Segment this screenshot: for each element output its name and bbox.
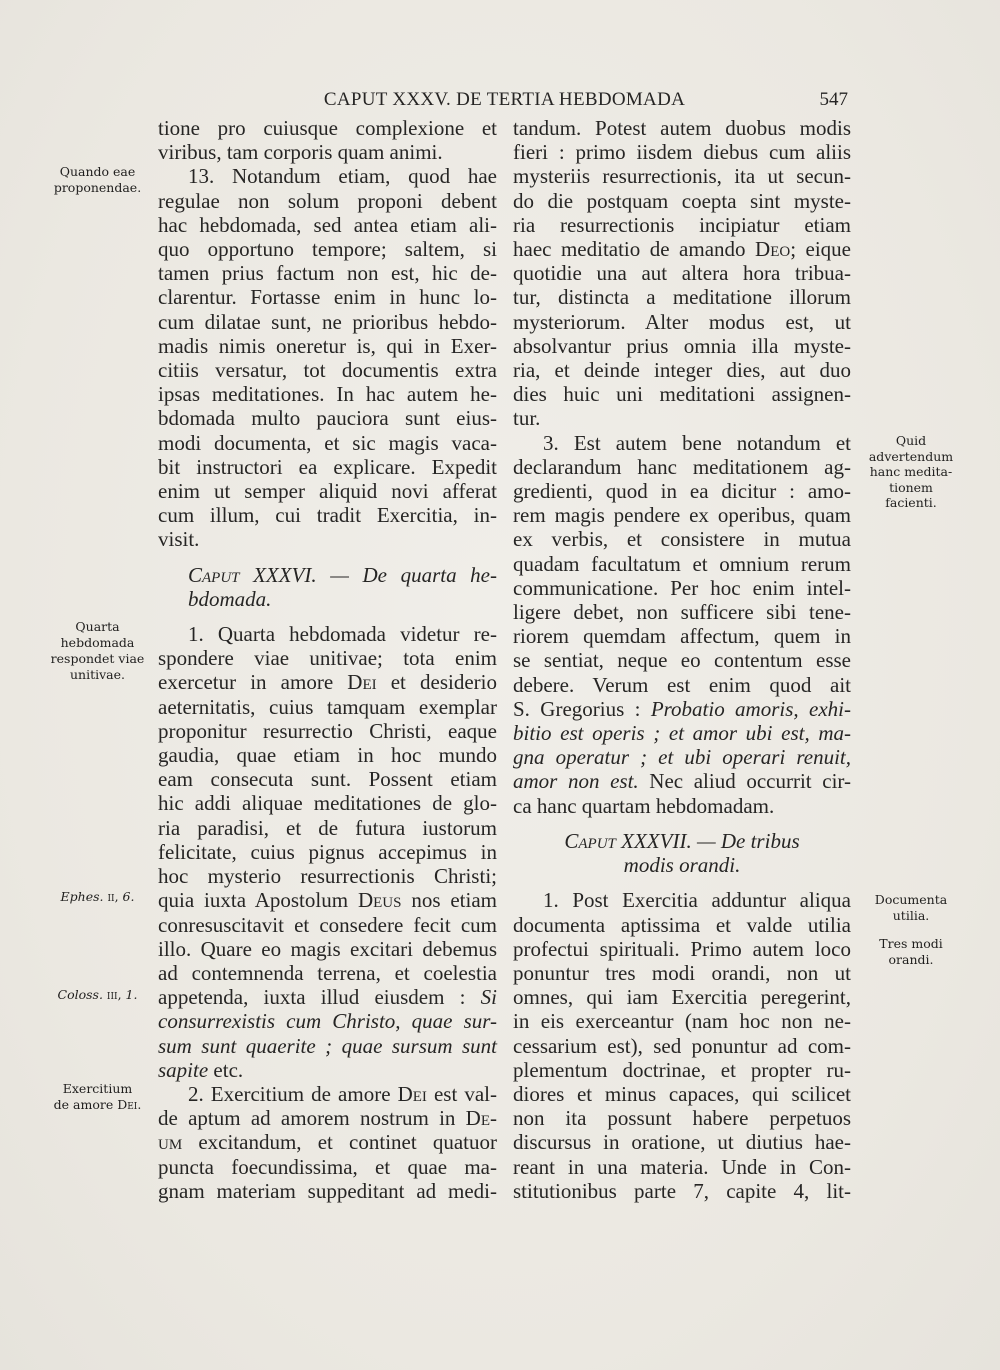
paragraph (158, 164, 497, 551)
text-run: orandi. (888, 952, 934, 967)
text-line (158, 864, 497, 888)
text-run: absolvantur prius omnia illa myste- (513, 333, 851, 358)
chapter-heading (513, 829, 851, 877)
text-run: ligere debet, non sufficere sibi tene- (513, 600, 851, 625)
text-line (513, 1058, 851, 1082)
text-run: ; eique (790, 237, 852, 262)
text-run: ad contemnenda terrena, et coelestia (158, 960, 497, 985)
italic-text: sum sunt quaerite ; quae sursum sunt (158, 1033, 497, 1058)
text-run: aeternitatis, cuius tamquam exemplar (158, 694, 497, 719)
note-line (860, 464, 962, 480)
heading-line (188, 563, 497, 587)
small-caps-text: Deo (755, 237, 791, 262)
text-run: ria paradisi, et de futura iustorum (158, 815, 497, 840)
text-line (158, 961, 497, 985)
text-run: felicitate, cuius pignus accepimus in (158, 839, 497, 864)
text-run: , (117, 987, 126, 1002)
text-run: Documenta (874, 892, 948, 907)
text-line (513, 745, 851, 769)
text-run: communicatione. Per hoc enim intel- (513, 575, 851, 600)
text-line (513, 1106, 851, 1130)
italic-text: bitio est operis ; et amor ubi est, ma- (513, 721, 851, 746)
text-run: XXXVI. — De quarta he- (239, 562, 497, 587)
text-run: diores et minus capaces, qui scilicet (513, 1081, 851, 1106)
small-caps-text: Caput (188, 562, 240, 587)
text-run: 3. Est autem bene notandum et (543, 430, 851, 455)
text-run: tione pro cuiusque complexione et (158, 116, 497, 140)
text-run: discursus in oratione, ut diutius hae- (513, 1130, 851, 1155)
text-line (158, 1082, 497, 1106)
paragraph (158, 622, 497, 1082)
text-run: cum dilatae sunt, ne prioribus hebdo- (158, 309, 497, 334)
text-run: dies huic uni meditationi assignen- (513, 382, 851, 407)
text-line (158, 840, 497, 864)
small-caps-text: Caput (564, 828, 616, 853)
small-caps-numeral: II (107, 889, 115, 904)
paragraph (513, 116, 851, 431)
margin-note (860, 936, 962, 968)
text-run: appetenda, iuxta illud eiusdem : (158, 985, 481, 1010)
text-run: gnam materiam suppeditant ad medi- (158, 1178, 497, 1203)
text-line (513, 1179, 851, 1203)
text-line (513, 527, 851, 551)
note-line (860, 936, 962, 952)
text-run: tamen prius factum non est, hic de- (158, 261, 497, 286)
text-line (158, 888, 497, 912)
note-line (860, 952, 962, 968)
text-line (158, 1130, 497, 1154)
text-run: gaudia, quae etiam in hoc mundo (158, 743, 497, 768)
text-run: Tres modi (879, 936, 943, 951)
text-run: exercetur in amore (158, 670, 348, 695)
text-run: Nec aliud occurrit cir- (638, 769, 851, 794)
text-run: illo. Quare eo magis excitari debemus (158, 936, 497, 961)
text-run: documenta aptissima et valde utilia (513, 912, 851, 937)
text-line (513, 600, 851, 624)
text-line (158, 985, 497, 1009)
margin-citation (40, 987, 155, 1003)
text-line (158, 164, 497, 188)
text-run: quo opportuno tempore; saltem, si (158, 237, 497, 262)
text-line (513, 164, 851, 188)
paragraph (513, 888, 851, 1203)
text-run: spondere viae unitivae; tota enim (158, 646, 497, 671)
text-line (513, 140, 851, 164)
text-run: advertendum (868, 448, 954, 464)
note-line (40, 667, 155, 683)
text-line (158, 646, 497, 670)
margin-citation (40, 889, 155, 905)
text-run: Quarta (75, 619, 120, 634)
text-line (158, 285, 497, 309)
text-run: bdomada multo pauciora sunt eius- (158, 406, 497, 431)
note-line (40, 1081, 155, 1097)
text-run: citiis versatur, tot documentis extra (158, 358, 497, 383)
text-run: in eis exerceantur (nam hoc non ne- (513, 1009, 851, 1034)
text-line (158, 261, 497, 285)
text-line (158, 527, 497, 551)
margin-note (40, 1081, 155, 1113)
text-run: facienti. (885, 495, 937, 510)
text-line (513, 382, 851, 406)
note-line (40, 635, 155, 651)
text-run: cessarium est), sed ponuntur ad com- (513, 1033, 851, 1058)
text-run: excitandum, et continet quatuor (182, 1130, 497, 1155)
text-line (158, 695, 497, 719)
heading-line (188, 587, 497, 611)
running-title: CAPUT XXXV. DE TERTIA HEBDOMADA (323, 89, 686, 110)
text-run: Quando eae (59, 164, 136, 179)
text-line (158, 1179, 497, 1203)
text-line (158, 503, 497, 527)
text-line (158, 670, 497, 694)
text-run: S. Gregorius : (513, 696, 651, 721)
text-run: quotidie una aut altera hora tribua- (513, 261, 851, 286)
text-line (513, 624, 851, 648)
heading-line (513, 853, 851, 877)
small-caps-text: um (158, 1130, 183, 1155)
small-caps-text: Deus (357, 888, 402, 913)
text-run: cum illum, cui tradit Exercitia, in- (158, 503, 497, 528)
italic-text: gna operatur ; et ubi operari renuit, (513, 745, 851, 770)
text-line (158, 455, 497, 479)
note-line (40, 1097, 155, 1113)
text-line (513, 310, 851, 334)
text-run: hoc mysterio resurrectionis Christi; (158, 864, 497, 889)
italic-text: Si (480, 985, 497, 1010)
text-run: proponendae. (53, 180, 142, 195)
text-line (158, 406, 497, 430)
italic-text: amor non est. (513, 769, 639, 794)
text-line (158, 237, 497, 261)
text-line (513, 455, 851, 479)
text-run: mysteriorum. Alter modus est, ut (513, 309, 851, 334)
text-run: . (137, 1097, 142, 1112)
text-run: Quid (895, 433, 927, 448)
text-line (158, 310, 497, 334)
text-line (513, 794, 851, 818)
text-line (513, 479, 851, 503)
text-line (158, 189, 497, 213)
text-run: debere. Verum est enim quod ait (513, 672, 851, 697)
text-run: utilia. (892, 908, 930, 923)
text-run: unitivae. (69, 667, 125, 682)
small-caps-text: De- (465, 1106, 497, 1131)
text-line (158, 913, 497, 937)
text-run: declarandum hanc meditationem ag- (513, 454, 851, 479)
text-line (513, 189, 851, 213)
text-run: hic addi aliquae meditationes de glo- (158, 791, 497, 816)
text-line (513, 888, 851, 912)
text-run: quadam facultatum et omnium rerum (513, 551, 851, 576)
text-line (513, 673, 851, 697)
note-line (860, 433, 962, 449)
text-run: proponitur resurrectio Christi, eaque (158, 718, 497, 743)
note-line (40, 164, 155, 180)
right-column (513, 116, 851, 1203)
text-line (158, 431, 497, 455)
text-run: est val- (426, 1081, 497, 1106)
margin-note (860, 892, 962, 924)
note-line (860, 449, 962, 465)
text-run: Exercitium (62, 1081, 133, 1096)
text-line (158, 334, 497, 358)
note-line (860, 908, 962, 924)
text-run: eam consecuta sunt. Possent etiam (158, 767, 497, 792)
text-run: do die postquam coepta sint myste- (513, 188, 851, 213)
text-line (158, 1034, 497, 1058)
text-line (513, 697, 851, 721)
text-line (513, 1009, 851, 1033)
text-line (158, 622, 497, 646)
text-run: puncta foecundissima, et quae ma- (158, 1154, 497, 1179)
text-run: se sentiat, neque eo contentum esse (513, 648, 851, 673)
text-line (158, 719, 497, 743)
text-run: modis orandi. (623, 853, 741, 878)
note-line (40, 180, 155, 196)
text-line (158, 1058, 497, 1082)
text-line (158, 1155, 497, 1179)
paragraph (513, 431, 851, 818)
note-line (860, 892, 962, 908)
text-run: tur. (513, 406, 541, 431)
text-run: respondet viae (50, 651, 145, 666)
text-line (158, 382, 497, 406)
text-run: rem magis pendere ex operibus, quam (513, 503, 851, 528)
italic-text: Probatio amoris, exhi- (650, 696, 851, 721)
note-line (860, 480, 962, 496)
text-run: tur, distincta a meditatione illorum (513, 285, 851, 310)
left-column (158, 116, 497, 1203)
text-run: profectui spirituali. Primo autem loco (513, 936, 851, 961)
text-run: haec meditatio de amando (513, 237, 756, 262)
text-run: ponuntur tres modi orandi, non ut (513, 960, 851, 985)
text-line (513, 237, 851, 261)
text-line (513, 261, 851, 285)
text-run: tandum. Potest autem duobus modis (513, 116, 851, 140)
text-run: plementum doctrinae, et propter ru- (513, 1057, 851, 1082)
text-line (158, 743, 497, 767)
text-line (513, 576, 851, 600)
text-line (158, 816, 497, 840)
text-run: regulae non solum proponi debent (158, 188, 497, 213)
text-line (158, 213, 497, 237)
text-run: gredienti, quod in ea dicitur : amo- (513, 479, 851, 504)
heading-line (513, 829, 851, 853)
note-line (860, 495, 962, 511)
text-line (158, 791, 497, 815)
text-run: madis nimis oneretur is, qui in Exer- (158, 333, 497, 358)
text-line (158, 479, 497, 503)
text-line (158, 116, 497, 140)
page-number: 547 (819, 89, 848, 110)
note-line (40, 889, 155, 905)
italic-text: 6. (122, 889, 135, 904)
text-run: , (114, 889, 123, 904)
text-run: hac hebdomada, sed antea etiam ali- (158, 212, 497, 237)
text-line (513, 985, 851, 1009)
note-line (40, 651, 155, 667)
text-line (513, 937, 851, 961)
text-run: bdomada. (188, 586, 272, 611)
text-line (513, 721, 851, 745)
note-line (40, 987, 155, 1003)
text-run: ipsas meditationes. In hac autem he- (158, 382, 497, 407)
text-line (513, 334, 851, 358)
text-run: ria, et deinde integer dies, aut duo (513, 358, 851, 383)
text-run: tionem (889, 479, 933, 495)
text-run: ria resurrectionis incipiatur etiam (513, 212, 851, 237)
text-run: etc. (208, 1057, 244, 1082)
text-run: de amore (53, 1097, 118, 1112)
text-run: nos etiam (401, 888, 498, 913)
margin-note (860, 433, 962, 511)
text-run: stitutionibus parte 7, capite 4, lit- (513, 1178, 851, 1203)
text-run: XXXVII. — De tribus (615, 828, 800, 853)
running-head (158, 88, 851, 112)
italic-text: 1. (125, 987, 138, 1002)
text-run: mysteriis resurrectionis, ita ut secun- (513, 164, 851, 189)
text-line (513, 358, 851, 382)
text-run: modi documenta, et sic magis vaca- (158, 430, 497, 455)
text-run: fieri : primo iisdem diebus cum aliis (513, 140, 851, 165)
margin-note (40, 619, 155, 683)
text-line (158, 140, 497, 164)
text-run: ca hanc quartam hebdomadam. (513, 793, 775, 818)
text-line (158, 937, 497, 961)
text-run: hanc medita- (869, 464, 953, 479)
text-run: 2. Exercitium de amore (188, 1081, 398, 1106)
text-run: quia iuxta Apostolum (158, 888, 358, 913)
small-caps-text: Dei (397, 1081, 427, 1106)
italic-text: consurrexistis cum Christo, quae sur- (158, 1009, 497, 1034)
margin-note (40, 164, 155, 196)
text-line (513, 913, 851, 937)
text-run: 1. Post Exercitia adduntur aliqua (543, 888, 851, 913)
text-run: enim ut semper aliquid novi afferat (158, 479, 497, 504)
text-line (513, 961, 851, 985)
text-line (513, 1082, 851, 1106)
text-run: bit instructori ea explicare. Expedit (158, 454, 497, 479)
text-run: 13. Notandum etiam, quod hae (188, 164, 497, 189)
text-run: 1. Quarta hebdomada videtur re- (188, 622, 497, 647)
text-line (513, 1130, 851, 1154)
text-run: de aptum ad amorem nostrum in (158, 1106, 466, 1131)
small-caps-text: Dei (117, 1097, 138, 1112)
text-run: clarentur. Fortasse enim in hunc lo- (158, 285, 497, 310)
paragraph (158, 116, 497, 164)
text-run: hebdomada (60, 635, 135, 650)
text-run: viribus, tam corporis quam animi. (158, 140, 443, 165)
italic-text: sapite (158, 1057, 209, 1082)
italic-text: Coloss. (57, 987, 107, 1002)
text-line (513, 648, 851, 672)
small-caps-text: Dei (347, 670, 377, 695)
text-line (513, 769, 851, 793)
text-run: non ita possunt habere perpetuos (513, 1106, 851, 1131)
text-run: reant in una materia. Unde in Con- (513, 1154, 851, 1179)
text-line (513, 213, 851, 237)
text-line (513, 406, 851, 430)
text-run: conresuscitavit et consedere fecit cum (158, 912, 497, 937)
text-line (158, 767, 497, 791)
text-run: omnes, qui iam Exercitia peregerint, (513, 985, 851, 1010)
chapter-heading (158, 563, 497, 611)
text-line (158, 1106, 497, 1130)
text-run: riorem quemdam affectum, quem in (513, 624, 851, 649)
text-run: ex verbis, et consistere in mutua (513, 527, 851, 552)
text-line (513, 1034, 851, 1058)
text-line (513, 1155, 851, 1179)
text-line (513, 285, 851, 309)
note-line (40, 619, 155, 635)
paragraph (158, 1082, 497, 1203)
text-line (513, 116, 851, 140)
text-line (513, 431, 851, 455)
text-line (513, 552, 851, 576)
text-run: visit. (158, 527, 200, 552)
text-line (158, 358, 497, 382)
small-caps-numeral: III (106, 987, 118, 1002)
italic-text: Ephes. (60, 889, 108, 904)
text-line (158, 1009, 497, 1033)
text-run: et desiderio (376, 670, 497, 695)
text-line (513, 503, 851, 527)
